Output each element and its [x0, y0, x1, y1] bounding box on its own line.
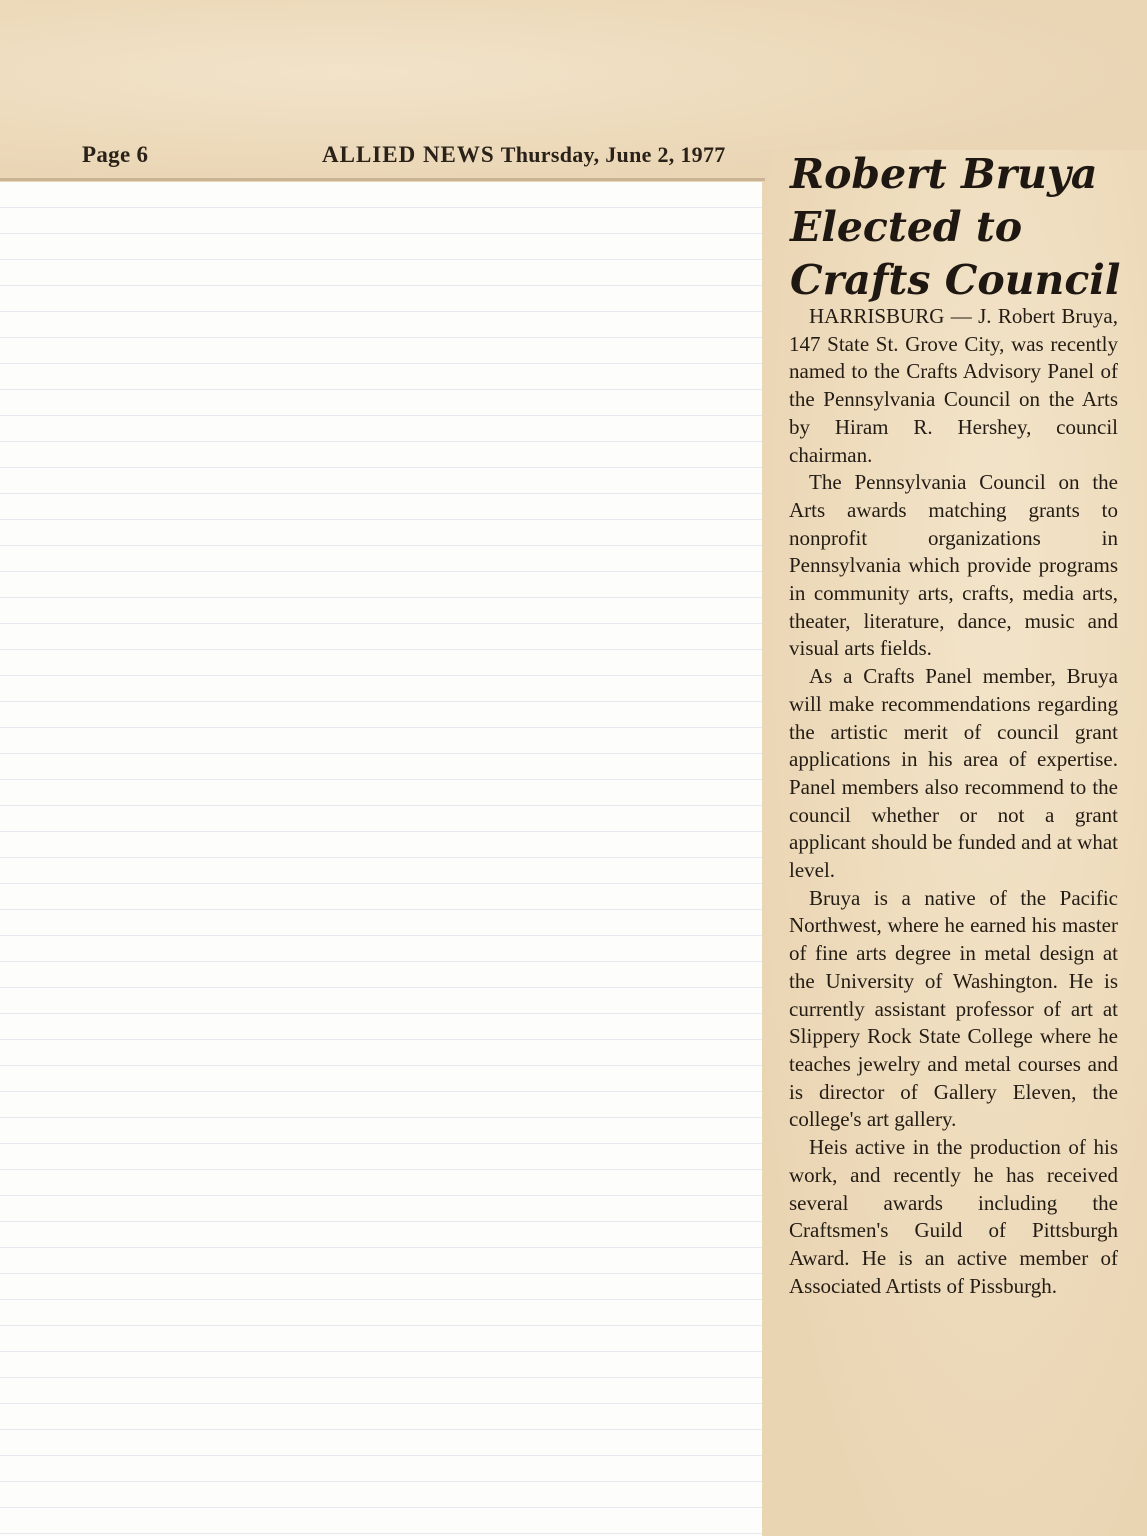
article-body [789, 303, 1118, 1300]
publication-line [322, 142, 726, 176]
publication-date: Thursday, June 2, 1977 [500, 142, 726, 167]
headline-line: Crafts Council [790, 256, 1121, 304]
headline-line: Elected to [790, 203, 1023, 251]
article-paragraph: As a Crafts Panel member, Bruya will make recommendations regarding the artistic merit of council grant applications in his area of expertise. Panel members also recommend to the council whether or not a grant applicant should be funded and at what level. [789, 664, 1118, 883]
article-paragraph: The Pennsylvania Council on the Arts awards matching grants to nonprofit organizations in Pennsylvania which provide programs in community arts, crafts, media arts, theater, literature, dance, music and visual arts fields. [789, 470, 1118, 661]
publication-name: ALLIED NEWS [322, 142, 495, 167]
article-headline [790, 148, 1135, 307]
headline-line: Robert Bruya [790, 150, 1098, 198]
article-paragraph: HARRISBURG — J. Robert Bruya, 147 State St. Grove City, was recently named to the Crafts Advisory Panel of the Pennsylvania Council on the Arts by Hiram R. Hershey, council chairman. [789, 304, 1118, 467]
page-number: Page 6 [82, 142, 149, 167]
article-paragraph: Bruya is a native of the Pacific Northwest, where he earned his master of fine arts degree in metal design at the University of Washington. He is currently assistant professor of art at Slippery Rock State College where he teaches jewelry and metal courses and is director of Gallery Eleven, the college's art gallery. [789, 885, 1118, 1132]
article-paragraph: Heis active in the production of his work, and recently he has received several awards including the Craftsmen's Guild of Pittsburgh Award. He is an active member of Associated Artists of Pissburgh. [789, 1135, 1118, 1298]
masthead-rule [0, 178, 765, 181]
